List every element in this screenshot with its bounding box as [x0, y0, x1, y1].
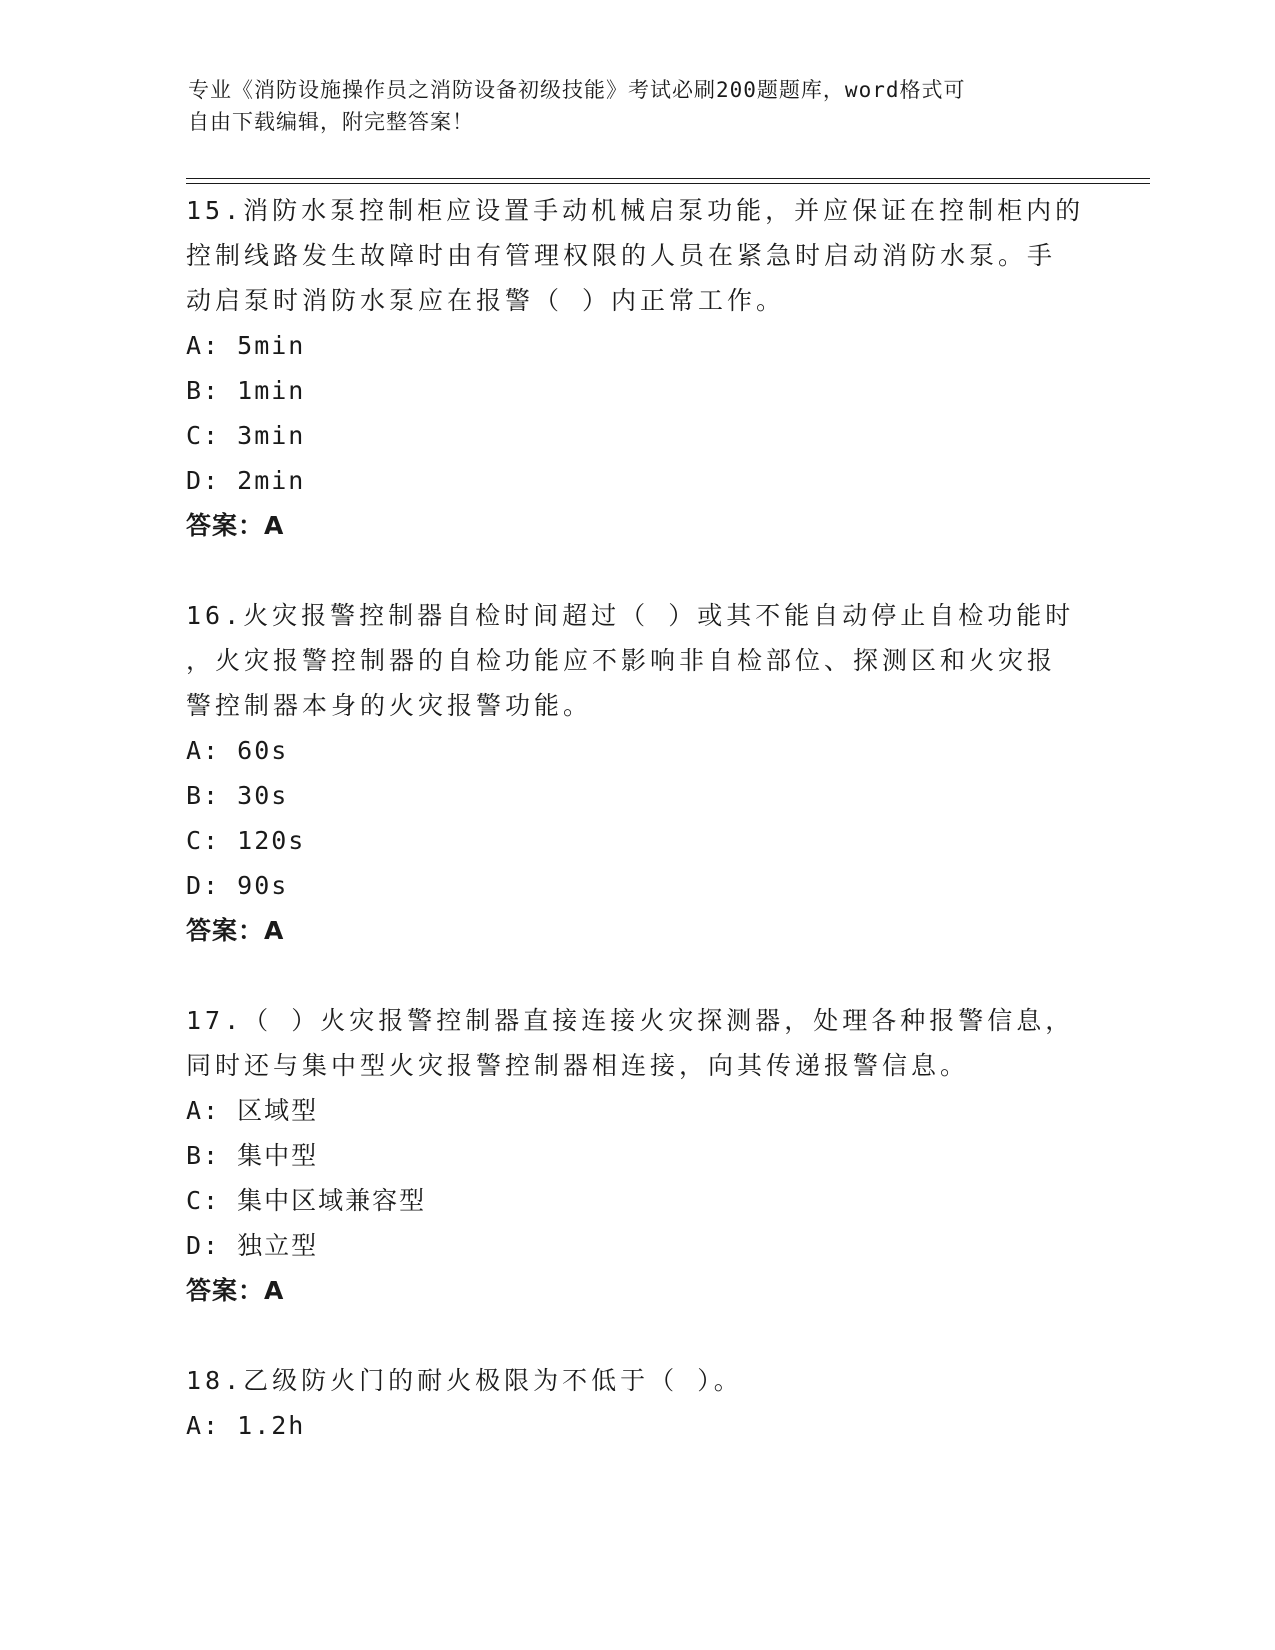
- question-stem-line: ，火灾报警控制器的自检功能应不影响非自检部位、探测区和火灾报: [186, 646, 1057, 675]
- question-17: [186, 998, 1086, 1313]
- question-stem-line: 15.消防水泵控制柜应设置手动机械启泵功能，并应保证在控制柜内的: [186, 196, 1085, 225]
- header-rule-bottom: [186, 183, 1150, 184]
- option-c: C: 3min: [186, 421, 306, 450]
- option-b: B: 1min: [186, 376, 306, 405]
- question-18: [186, 1358, 1086, 1448]
- answer-line: 答案：A: [186, 1276, 285, 1305]
- header-line-2: 自由下载编辑，附完整答案！: [188, 110, 474, 134]
- answer-line: 答案：A: [186, 916, 285, 945]
- answer-line: 答案：A: [186, 511, 285, 540]
- header-rule-top: [186, 178, 1150, 179]
- question-stem-line: 17.（ ）火灾报警控制器直接连接火灾探测器，处理各种报警信息，: [186, 1006, 1075, 1035]
- option-c: C: 120s: [186, 826, 306, 855]
- option-a: A: 区域型: [186, 1096, 319, 1125]
- question-stem-line: 18.乙级防火门的耐火极限为不低于（ ）。: [186, 1366, 743, 1395]
- option-d: D: 90s: [186, 871, 289, 900]
- question-stem-line: 控制线路发生故障时由有管理权限的人员在紧急时启动消防水泵。手: [186, 241, 1057, 270]
- question-16: [186, 593, 1086, 953]
- option-b: B: 集中型: [186, 1141, 319, 1170]
- question-stem-line: 动启泵时消防水泵应在报警（ ）内正常工作。: [186, 286, 786, 315]
- option-a: A: 5min: [186, 331, 306, 360]
- question-spacer: [186, 1313, 1086, 1358]
- option-b: B: 30s: [186, 781, 289, 810]
- option-c: C: 集中区域兼容型: [186, 1186, 427, 1215]
- question-stem-line: 警控制器本身的火灾报警功能。: [186, 691, 593, 720]
- option-a: A: 60s: [186, 736, 289, 765]
- option-d: D: 独立型: [186, 1231, 319, 1260]
- header-line-1: 专业《消防设施操作员之消防设备初级技能》考试必刷200题题库，word格式可: [188, 78, 966, 102]
- question-spacer: [186, 953, 1086, 998]
- option-a: A: 1.2h: [186, 1411, 306, 1440]
- question-list: [186, 188, 1086, 1448]
- option-d: D: 2min: [186, 466, 306, 495]
- question-spacer: [186, 548, 1086, 593]
- question-stem-line: 16.火灾报警控制器自检时间超过（ ）或其不能自动停止自检功能时: [186, 601, 1075, 630]
- question-15: [186, 188, 1086, 548]
- question-stem-line: 同时还与集中型火灾报警控制器相连接，向其传递报警信息。: [186, 1051, 970, 1080]
- document-header: [188, 74, 1088, 138]
